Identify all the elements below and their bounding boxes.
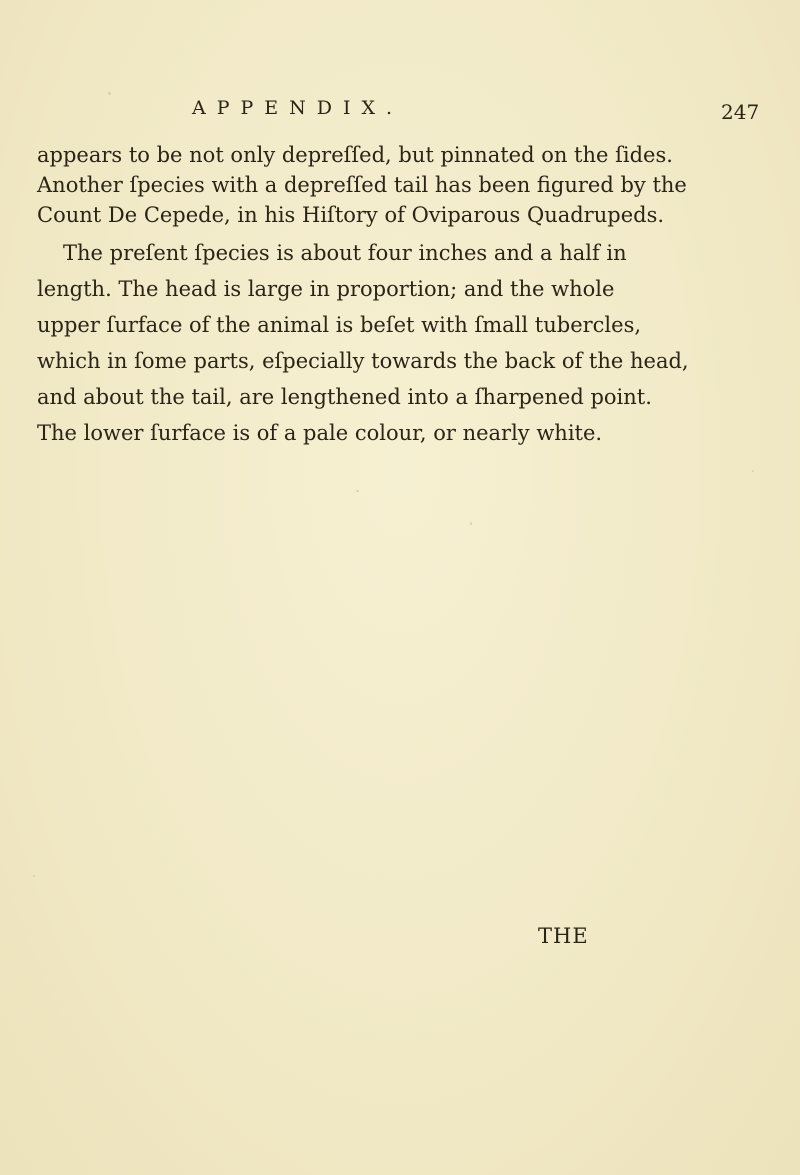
catchword: THE	[538, 924, 589, 948]
text-line: Another ſpecies with a depreſſed tail has been figured by the	[37, 173, 687, 197]
paragraph-first-line: The preſent ſpecies is about four inches and a half in	[63, 241, 627, 265]
paper-speck	[108, 92, 111, 95]
text-line: The lower ſurface is of a pale colour, or nearly white.	[37, 421, 603, 445]
paper-speck	[752, 470, 754, 472]
page-number: 247	[721, 100, 760, 124]
text-line: length. The head is large in proportion; and the whole	[37, 277, 615, 301]
text-line: appears to be not only depreſſed, but pinnated on the ſides.	[37, 143, 673, 167]
paper-speck	[356, 490, 359, 492]
text-line: Count De Cepede, in his Hiſtory of Oviparous Quadrupeds.	[37, 203, 665, 227]
paper-speck	[33, 875, 35, 877]
paper-speck	[470, 522, 472, 525]
text-line: and about the tail, are lengthened into a ſharpened point.	[37, 385, 652, 409]
running-head: APPENDIX.	[192, 97, 404, 119]
text-line: which in ſome parts, eſpecially towards the back of the head,	[37, 349, 689, 373]
text-line: upper ſurface of the animal is beſet with ſmall tubercles,	[37, 313, 642, 337]
